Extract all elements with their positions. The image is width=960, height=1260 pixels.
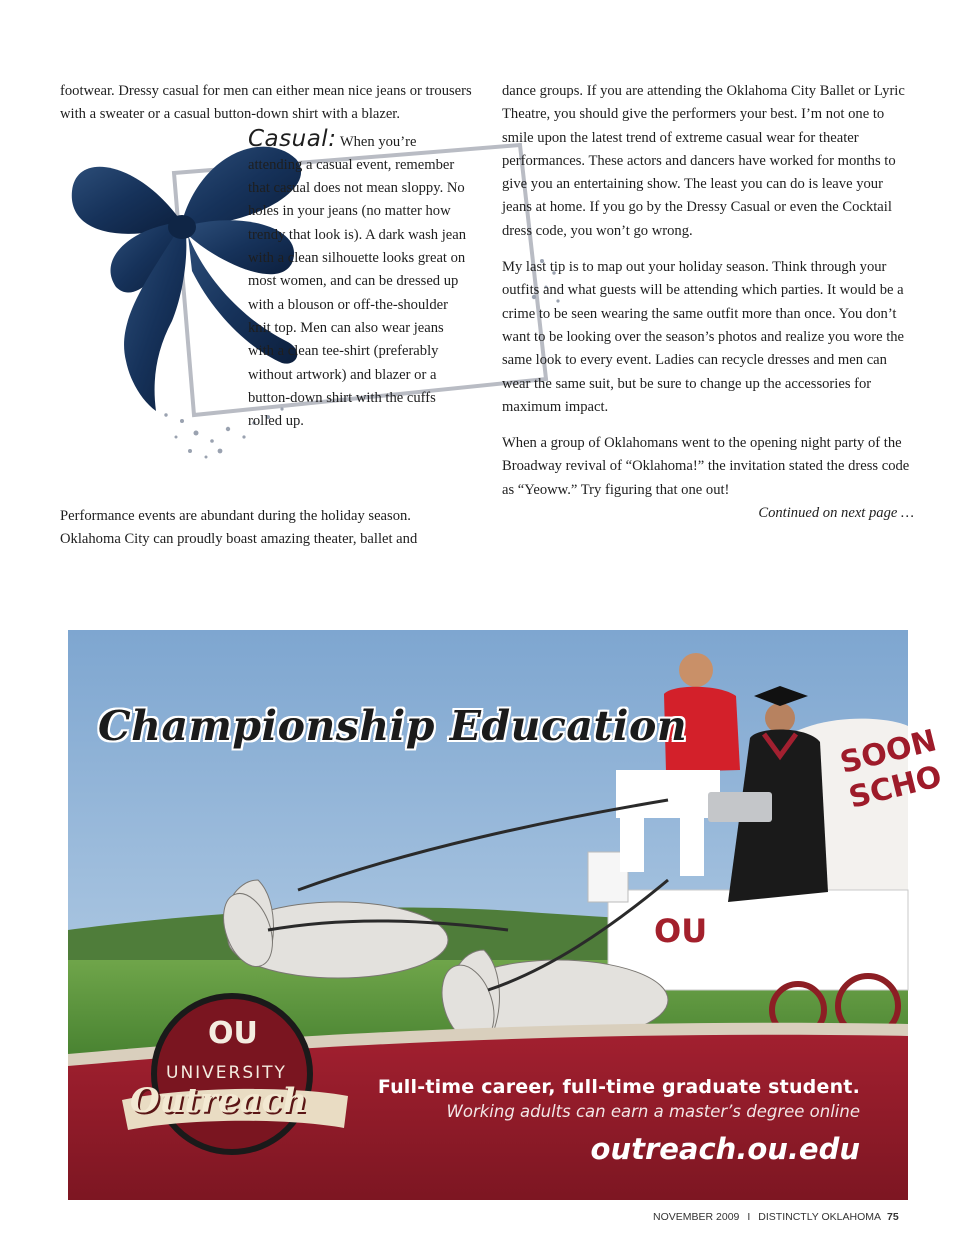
casual-section bbox=[60, 127, 472, 505]
logo-outreach-label: Outreach bbox=[130, 1081, 308, 1121]
ad-headline: Championship Education bbox=[98, 702, 688, 750]
wagon-cover-text: SOON SCHO bbox=[836, 723, 946, 816]
left-paragraph-2: Performance events are abundant during the holiday season. Oklahoma City can proudly boast amazing theater, ballet and bbox=[60, 507, 418, 547]
wagon-ou-mark: OU bbox=[654, 912, 708, 950]
right-column bbox=[502, 80, 914, 525]
left-column bbox=[60, 80, 472, 551]
footer-magazine: DISTINCTLY OKLAHOMA bbox=[758, 1211, 882, 1223]
right-paragraph-1: dance groups. If you are attending the Oklahoma City Ballet or Lyric Theatre, you should give the performers your best. I’m not one to smile upon the latest trend of extreme casual wear for theater performances. These actors and dancers have worked for months to give you an entertaining show. The least you can do is leave your jeans at home. If you go by the Dressy Casual or even the Cocktail dress code, you won’t go wrong. bbox=[502, 83, 905, 239]
casual-heading: Casual: bbox=[248, 125, 337, 152]
footer-separator: I bbox=[747, 1211, 751, 1223]
left-paragraph-1: footwear. Dressy casual for men can either mean nice jeans or trousers with a sweater or a casual button-down shirt with a blazer. bbox=[60, 83, 472, 123]
ad-tagline-primary: Full-time career, full-time graduate student. bbox=[377, 1076, 860, 1098]
logo-university-label: UNIVERSITY bbox=[166, 1063, 287, 1083]
right-paragraph-2: My last tip is to map out your holiday season. Think through your outfits and what guests will be attending which parties. It would be a crime to be seen wearing the same outfit more than once. You don’t want to be looking over the season’s photos and realize you wore the same look to every event. Ladies can recycle dresses and men can wear the same suit, but be sure to change up the accessories for maximum impact. bbox=[502, 259, 905, 415]
page-number: 75 bbox=[887, 1211, 899, 1223]
university-outreach-ad bbox=[68, 630, 946, 1200]
casual-body: When you’re attending a casual event, remember that casual does not mean sloppy. No holes in your jeans (no matter how trendy that look is). A dark wash jean with a clean silhouette looks great on most women, and can be dressed up with a blouson or off-the-shoulder knit top. Men can also wear jeans with a clean tee-shirt (preferably without artwork) and blazer or a button-down shirt with the cuffs rolled up. bbox=[248, 133, 467, 430]
right-paragraph-3: When a group of Oklahomans went to the opening night party of the Broadway revival of “Oklahoma!” the invitation stated the dress code as “Yeoww.” Try figuring that one out! bbox=[502, 435, 910, 498]
page-footer bbox=[653, 1211, 899, 1223]
logo-ou-mark: OU bbox=[208, 1016, 258, 1051]
ad-tagline-secondary: Working adults can earn a master’s degree online bbox=[446, 1102, 860, 1121]
ad-url-link[interactable]: outreach.ou.edu bbox=[590, 1132, 860, 1166]
continued-note: Continued on next page … bbox=[758, 505, 914, 522]
footer-issue: NOVEMBER 2009 bbox=[653, 1211, 740, 1223]
casual-text bbox=[248, 125, 470, 434]
